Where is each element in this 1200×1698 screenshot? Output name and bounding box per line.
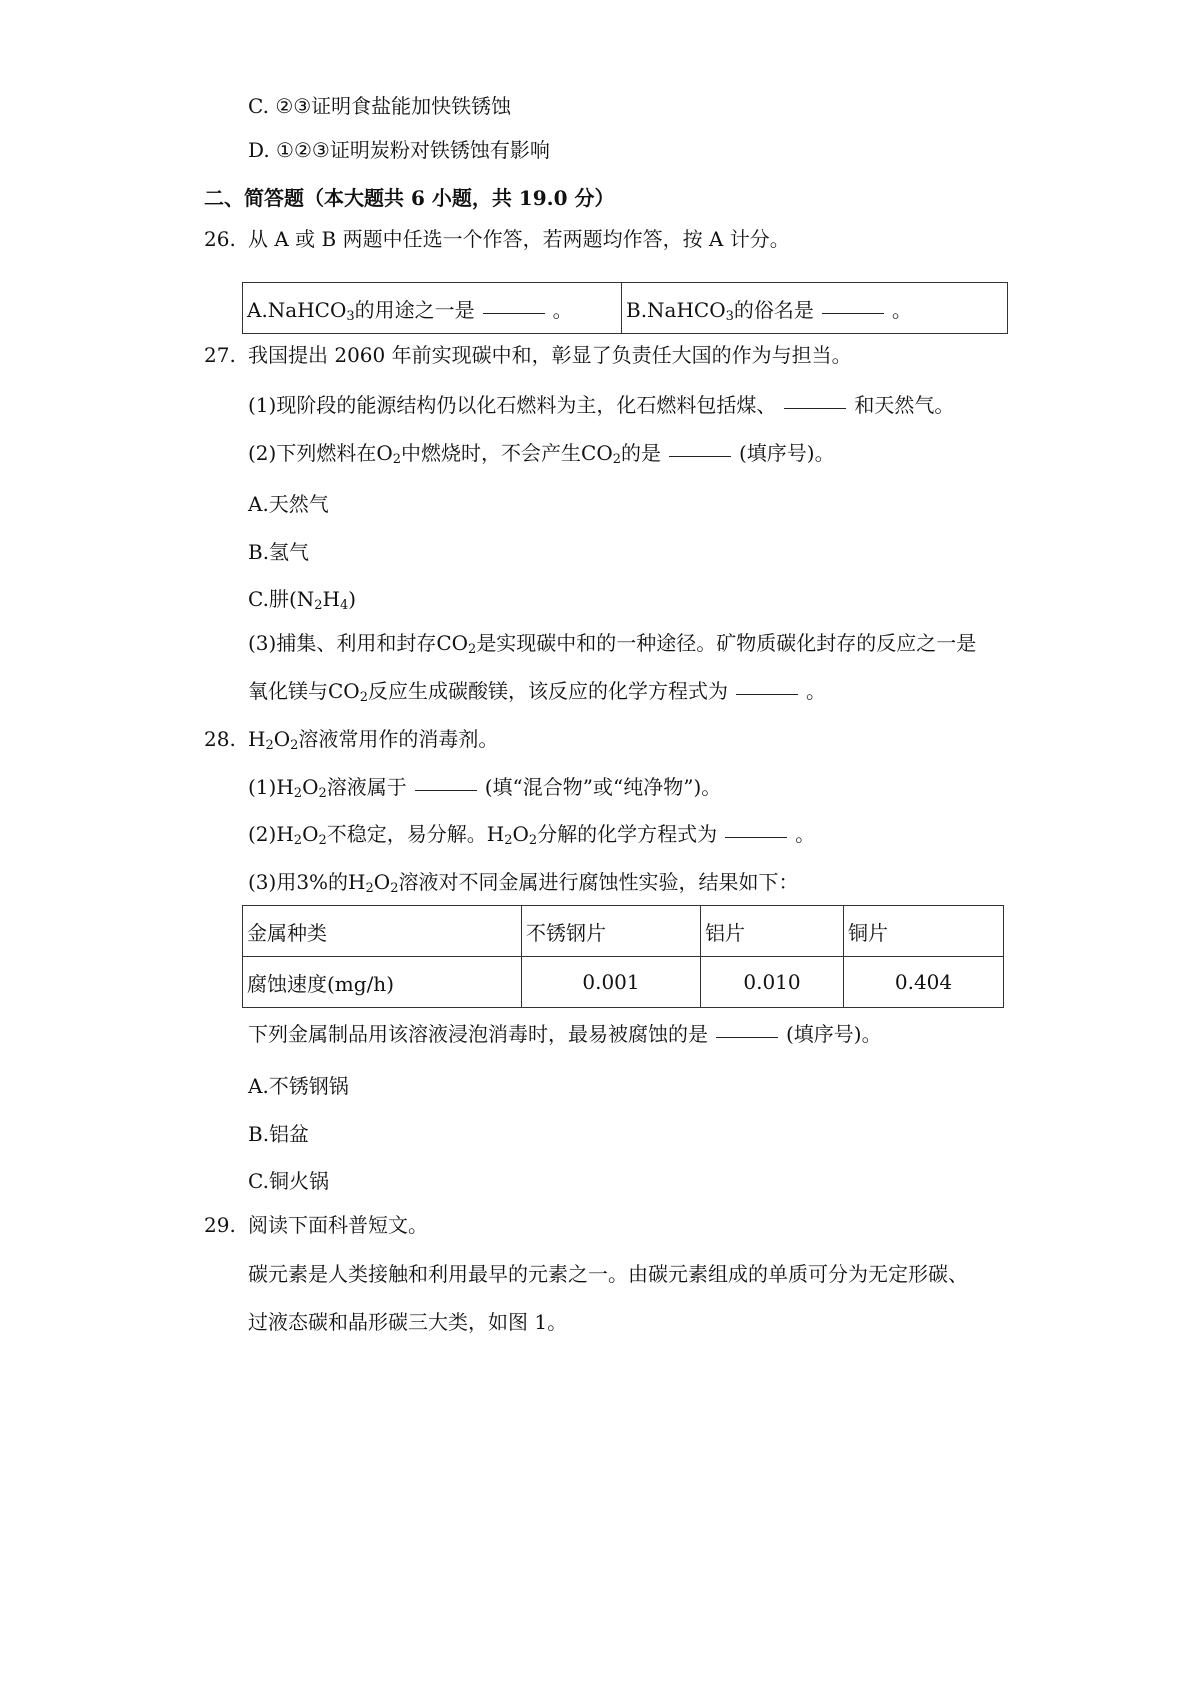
q25-option-d: [248, 138, 550, 162]
text-seg: O: [302, 822, 319, 846]
text-seg: O: [302, 775, 319, 799]
answer-blank[interactable]: [483, 313, 545, 314]
text-seg: 是实现碳中和的一种途径。矿物质碳化封存的反应之一是: [476, 631, 977, 655]
section-heading: 二、简答题（本大题共 6 小题，共 19.0 分）: [204, 186, 615, 210]
q27-text: 我国提出 2060 年前实现碳中和，彰显了负责任大国的作为与担当。: [248, 343, 852, 367]
text-seg: 溶液对不同金属进行腐蚀性实验，结果如下：: [398, 870, 799, 894]
text-seg: 中燃烧时，不会产生CO: [401, 441, 613, 465]
text-seg: 溶液属于: [326, 775, 407, 799]
table-row: [243, 957, 1004, 1008]
question-number: 28.: [204, 727, 236, 751]
text-seg: (2)下列燃料在O: [248, 441, 393, 465]
table-header-row: [243, 906, 1004, 957]
text-seg: 的是: [621, 441, 661, 465]
text-seg: H: [248, 727, 266, 751]
text-seg: O: [373, 870, 391, 894]
q27-part-2: (2)下列燃料在$O_2$中燃烧时，不会产生$CO_2$的是 (填序号)。: [248, 441, 835, 467]
text-seg: O: [273, 727, 291, 751]
text-seg: A.NaHCO: [247, 297, 347, 322]
answer-blank[interactable]: [784, 408, 846, 409]
q27-option-b: B.氢气: [248, 540, 310, 564]
table-cell: 0.404: [844, 957, 1004, 1008]
q28-option-a: A.不锈钢锅: [248, 1074, 349, 1098]
table-cell: 0.001: [522, 957, 701, 1008]
text-seg: (填序号)。: [739, 441, 835, 465]
text-seg: 的用途之一是: [354, 297, 475, 322]
answer-blank[interactable]: [415, 790, 477, 791]
question-number: 29.: [204, 1213, 236, 1237]
text-seg: (2)H: [248, 822, 294, 846]
q25-option-c: [248, 94, 511, 118]
answer-blank[interactable]: [725, 837, 787, 838]
answer-blank[interactable]: [716, 1037, 778, 1038]
q27-part-3-line-2: 氧化镁与$CO_2$反应生成碳酸镁，该反应的化学方程式为 。: [248, 679, 826, 705]
text-seg: 。: [891, 297, 912, 322]
table-cell: 腐蚀速度(mg/h): [243, 957, 522, 1008]
text-seg: C.肼(N: [248, 587, 315, 611]
q27-part-3-line-1: (3)捕集、利用和封存$CO_2$是实现碳中和的一种途径。矿物质碳化封存的反应之一是: [248, 631, 977, 657]
text-seg: 氧化镁与CO: [248, 679, 360, 703]
text-seg: 和天然气。: [854, 393, 955, 417]
q29-paragraph-line-2: 过液态碳和晶形碳三大类，如图 1。: [248, 1310, 568, 1334]
text-seg: 。: [795, 822, 816, 846]
text-seg: ): [348, 587, 357, 611]
q28-text: $H_2O_2$溶液常用作的消毒剂。: [248, 727, 499, 753]
option-label: D.: [248, 138, 270, 162]
answer-blank[interactable]: [822, 313, 884, 314]
table-cell: 铜片: [844, 906, 1004, 957]
text-seg: 分解的化学方程式为: [537, 822, 718, 846]
text-seg: 。: [805, 679, 826, 703]
option-text: ①②③证明炭粉对铁锈蚀有影响: [276, 138, 550, 162]
q26-choice-table: [242, 282, 1008, 334]
question-number: 26.: [204, 227, 236, 251]
text-seg: (1)H: [248, 775, 294, 799]
text-seg: 溶液常用作的消毒剂。: [298, 727, 499, 751]
question-number: 27.: [204, 343, 236, 367]
q28-part-3: (3)用3%的$H_2O_2$溶液对不同金属进行腐蚀性实验，结果如下：: [248, 870, 799, 896]
text-seg: (填序号)。: [786, 1022, 882, 1046]
q27-option-a: A.天然气: [248, 492, 329, 516]
q26-text: 从 A 或 B 两题中任选一个作答，若两题均作答，按 A 计分。: [248, 227, 790, 251]
q27-option-c: C.肼$(N_2H_4)$: [248, 587, 357, 613]
q29-paragraph-line-1: 碳元素是人类接触和利用最早的元素之一。由碳元素组成的单质可分为无定形碳、: [248, 1262, 968, 1286]
text-seg: (填“混合物”或“纯净物”)。: [484, 775, 722, 799]
text-seg: O: [512, 822, 529, 846]
text-seg: (1)现阶段的能源结构仍以化石燃料为主，化石燃料包括煤、: [248, 393, 777, 417]
table-cell: 0.010: [701, 957, 844, 1008]
q28-option-b: B.铝盆: [248, 1122, 310, 1146]
text-seg: 下列金属制品用该溶液浸泡消毒时，最易被腐蚀的是: [248, 1022, 708, 1046]
text-seg: 反应生成碳酸镁，该反应的化学方程式为: [367, 679, 728, 703]
text-seg: 。: [552, 297, 573, 322]
text-seg: 不稳定，易分解。H: [326, 822, 505, 846]
text-seg: (3)用3%的H: [248, 870, 366, 894]
table-cell: 不锈钢片: [522, 906, 701, 957]
option-label: C.: [248, 94, 269, 118]
table-cell: 金属种类: [243, 906, 522, 957]
q29-text: 阅读下面科普短文。: [248, 1213, 428, 1237]
corrosion-table: [242, 905, 1004, 1008]
text-seg: H: [322, 587, 340, 611]
q26-option-a: A.NaHCO$_3$的用途之一是 。: [243, 283, 622, 334]
q28-option-c: C.铜火锅: [248, 1169, 329, 1193]
option-text: ②③证明食盐能加快铁锈蚀: [275, 94, 512, 118]
text-seg: B.NaHCO: [626, 297, 726, 322]
q27-part-1: [248, 393, 954, 417]
q28-part-2: $(2)H_2O_2$不稳定，易分解。$H_2O_2$分解的化学方程式为 。: [248, 822, 816, 848]
table-cell: 铝片: [701, 906, 844, 957]
answer-blank[interactable]: [669, 456, 731, 457]
text-seg: (3)捕集、利用和封存CO: [248, 631, 469, 655]
q28-question: [248, 1022, 882, 1046]
answer-blank[interactable]: [736, 694, 798, 695]
q26-option-b: B.NaHCO$_3$的俗名是 。: [622, 283, 1008, 334]
q28-part-1: $(1)H_2O_2$溶液属于 (填“混合物”或“纯净物”)。: [248, 775, 722, 801]
text-seg: 的俗名是: [733, 297, 814, 322]
